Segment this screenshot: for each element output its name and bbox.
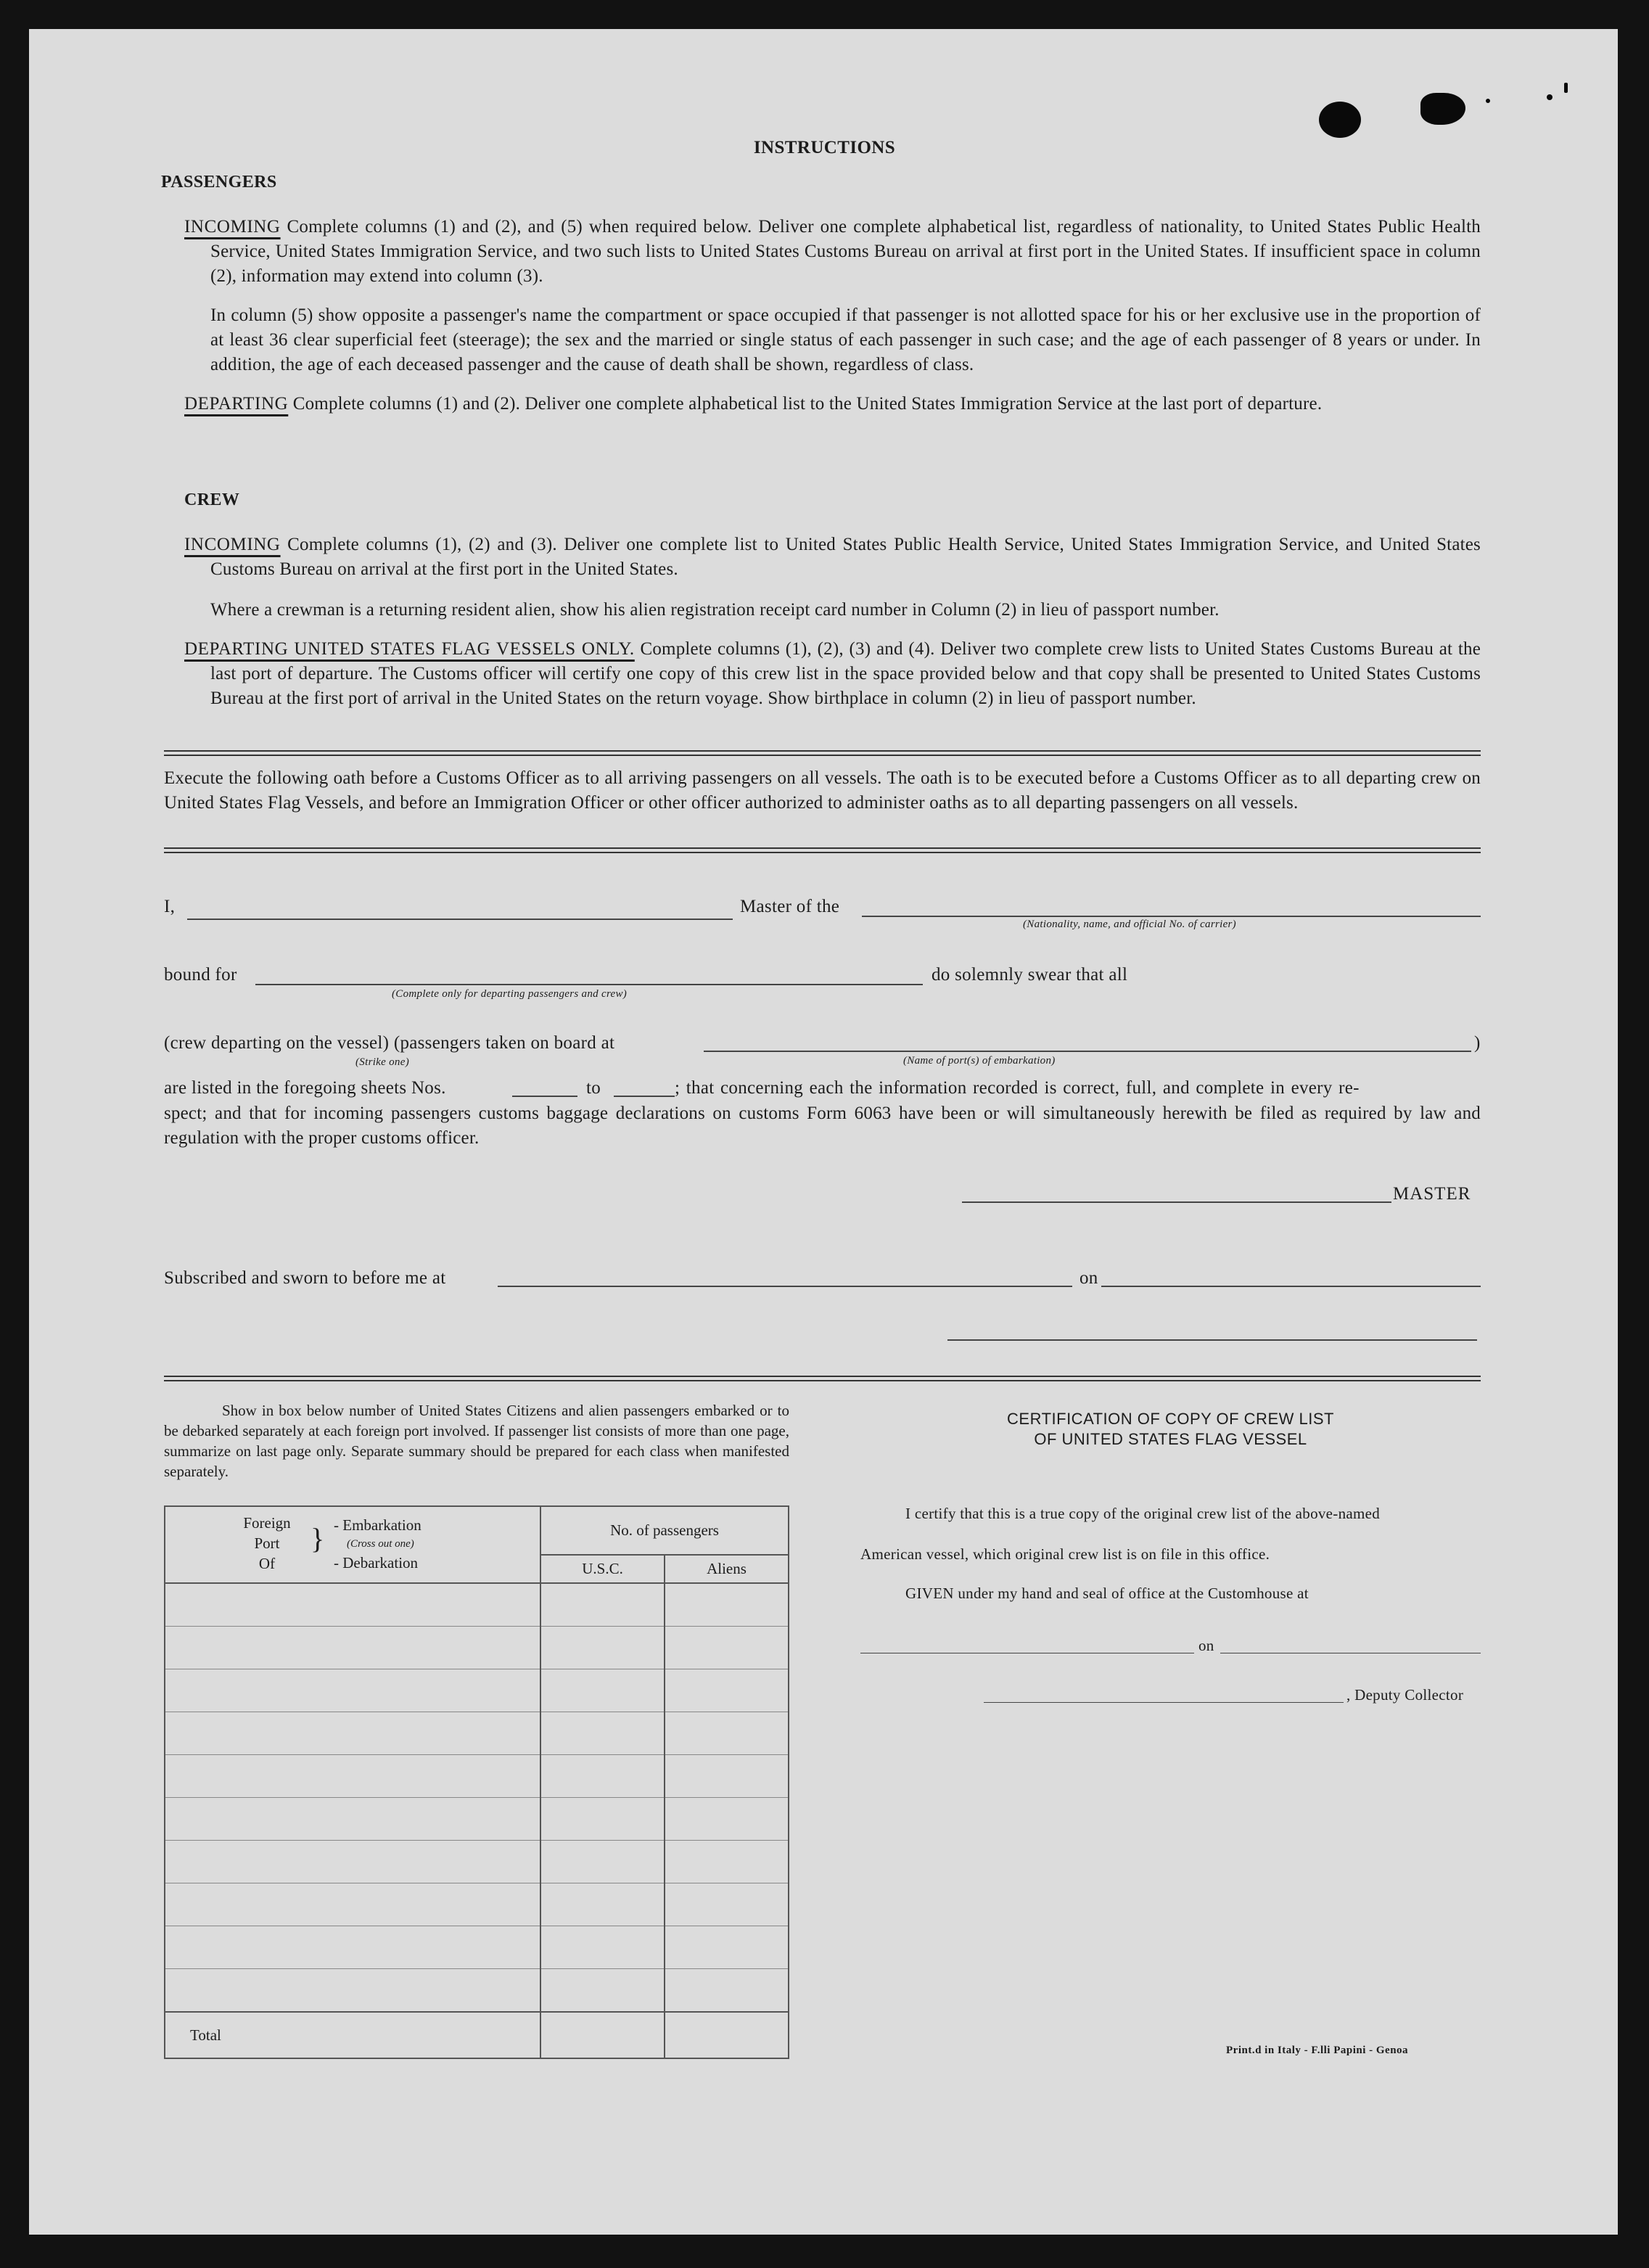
subscribed-on-label: on	[1080, 1268, 1098, 1288]
master-signature-field[interactable]	[962, 1201, 1391, 1203]
table-row	[165, 1798, 789, 1841]
subscribed-place-field[interactable]	[498, 1286, 1072, 1287]
listed-prefix: are listed in the foregoing sheets Nos.	[164, 1078, 446, 1098]
table-row	[165, 1841, 789, 1883]
resident-alien-instructions: Where a crewman is a returning resident alien, show his alien registration receipt card number in Column (2) in lieu of passport number.	[210, 600, 1220, 620]
bound-for-label: bound for	[164, 965, 237, 985]
debarkation-label: - Debarkation	[334, 1554, 419, 1571]
given-line: GIVEN under my hand and seal of office at the Customhouse at	[905, 1585, 1309, 1602]
port-cell[interactable]	[165, 1755, 540, 1798]
departing-passengers-text: Complete columns (1) and (2). Deliver one complete alphabetical list to the United States Immigration Service at the last port of departure.	[288, 394, 1323, 414]
table-row	[165, 1712, 789, 1755]
port-cell[interactable]	[165, 1841, 540, 1883]
listed-suffix: ; that concerning each the information recorded is correct, full, and complete in every re-	[675, 1078, 1360, 1098]
aliens-header: Aliens	[665, 1555, 789, 1583]
total-aliens-cell[interactable]	[665, 2012, 789, 2058]
certification-on-label: on	[1198, 1637, 1214, 1654]
usc-cell[interactable]	[540, 1712, 665, 1755]
passengers-instructions	[184, 215, 1481, 416]
port-header-line: Port	[254, 1534, 280, 1552]
master-name-field[interactable]	[187, 919, 733, 920]
certify-line-1: I certify that this is a true copy of the original crew list of the above-named	[905, 1505, 1381, 1522]
aliens-cell[interactable]	[665, 1712, 789, 1755]
table-row	[165, 1755, 789, 1798]
port-cell[interactable]	[165, 1627, 540, 1669]
aliens-cell[interactable]	[665, 1841, 789, 1883]
usc-cell[interactable]	[540, 1669, 665, 1712]
aliens-cell[interactable]	[665, 1669, 789, 1712]
ports-hint: (Name of port(s) of embarkation)	[903, 1055, 1056, 1067]
table-row	[165, 1627, 789, 1669]
port-header-cell	[165, 1506, 540, 1583]
total-label: Total	[165, 2012, 540, 2058]
usc-cell[interactable]	[540, 1583, 665, 1627]
aliens-cell[interactable]	[665, 1798, 789, 1841]
aliens-cell[interactable]	[665, 1883, 789, 1926]
incoming-crew-label: INCOMING	[184, 535, 281, 554]
crew-departing-label: (crew departing on the vessel) (passengers taken on board at	[164, 1033, 615, 1053]
subscribed-label: Subscribed and sworn to before me at	[164, 1268, 446, 1288]
usc-cell[interactable]	[540, 1798, 665, 1841]
departing-passengers-label: DEPARTING	[184, 394, 289, 414]
strike-hint: (Strike one)	[355, 1056, 409, 1068]
crew-instructions	[184, 533, 1481, 711]
passenger-summary-table	[164, 1505, 789, 2059]
deputy-collector-label: , Deputy Collector	[1346, 1686, 1464, 1704]
certification-title	[860, 1409, 1481, 1450]
page-title: INSTRUCTIONS	[753, 138, 896, 157]
column5-instructions: In column (5) show opposite a passenger's name the compartment or space occupied if that passenger is not allotted space for his or her exclusive use in the proportion of at least 36 clear superficial feet (steerage); the sex and the married or single status of each passenger in such case; and the age of each passenger of 8 years or under. In addition, the age of each deceased passenger and the cause of death shall be shown, regardless of class.	[210, 305, 1481, 374]
usc-cell[interactable]	[540, 1883, 665, 1926]
port-cell[interactable]	[165, 1798, 540, 1841]
cross-out-hint: (Cross out one)	[347, 1538, 414, 1550]
incoming-passengers-text: Complete columns (1) and (2), and (5) when required below. Deliver one complete alphabetical list, regardless of nationality, to United States Public Health Service, United States Immigration Service, and two such lists to United States Customs Bureau on arrival at first port in the United States. If insufficient space in column (2), information may extend into column (3).	[210, 217, 1481, 286]
usc-header: U.S.C.	[540, 1555, 665, 1583]
incoming-crew-text: Complete columns (1), (2) and (3). Deliver one complete list to United States Public Health Service, United States Immigration Service, and United States Customs Bureau on arrival at the first port in the United States.	[210, 535, 1481, 579]
close-paren: )	[1474, 1033, 1481, 1053]
listed-rest: spect; and that for incoming passengers customs baggage declarations on customs Form 6063 have been or will simultaneously herewith be filed as required by law and regulation with the proper customs officer.	[164, 1104, 1481, 1148]
total-row	[165, 2012, 789, 2058]
carrier-hint: (Nationality, name, and official No. of carrier)	[1023, 919, 1236, 930]
printer-note: Print.d in Italy - F.lli Papini - Genoa	[1226, 2045, 1409, 2056]
ink-speck	[1564, 83, 1568, 93]
port-header-line: Of	[258, 1555, 276, 1572]
aliens-cell[interactable]	[665, 1583, 789, 1627]
port-cell[interactable]	[165, 1926, 540, 1969]
bound-for-hint: (Complete only for departing passengers and crew)	[392, 988, 628, 1000]
aliens-cell[interactable]	[665, 1627, 789, 1669]
master-of-label: Master of the	[740, 897, 840, 916]
brace-icon: }	[311, 1522, 325, 1555]
table-row	[165, 1669, 789, 1712]
usc-cell[interactable]	[540, 1627, 665, 1669]
section-divider	[164, 750, 1481, 756]
port-header-line: Foreign	[243, 1514, 291, 1532]
swear-label: do solemnly swear that all	[932, 965, 1128, 985]
master-label: MASTER	[1393, 1184, 1471, 1204]
summary-instructions: Show in box below number of United States Citizens and alien passengers embarked or to be debarked separately at each foreign port involved. If passenger list consists of more than one page, summarize on last page only. Separate summary should be prepared for each class when manifested separately.	[164, 1402, 789, 1480]
sheet-to-field[interactable]	[614, 1096, 675, 1097]
incoming-passengers-label: INCOMING	[184, 217, 281, 237]
port-cell[interactable]	[165, 1969, 540, 2013]
oath-i-label: I,	[164, 897, 176, 916]
departing-crew-label: DEPARTING UNITED STATES FLAG VESSELS ONLY.	[184, 639, 635, 659]
usc-cell[interactable]	[540, 1969, 665, 2013]
passengers-header: PASSENGERS	[161, 173, 277, 192]
usc-cell[interactable]	[540, 1755, 665, 1798]
table-row	[165, 1926, 789, 1969]
aliens-cell[interactable]	[665, 1755, 789, 1798]
carrier-field[interactable]	[862, 916, 1481, 917]
crew-header: CREW	[184, 490, 240, 509]
bound-for-field[interactable]	[255, 984, 923, 985]
certify-line-2: American vessel, which original crew list is on file in this office.	[860, 1545, 1270, 1563]
departing-crew-text: Complete columns (1), (2), (3) and (4). Deliver two complete crew lists to United States Customs Bureau at the last port of departure. The Customs officer will certify one copy of this crew list in the space provided below and that copy shall be presented to United States Customs Bureau at the first port of arrival in the United States on the return voyage. Show birthplace in column (2) in lieu of passport number.	[210, 639, 1481, 708]
embarkation-label: - Embarkation	[334, 1516, 421, 1534]
port-cell[interactable]	[165, 1669, 540, 1712]
ports-of-embarkation-field[interactable]	[704, 1051, 1471, 1052]
ink-speck	[1486, 99, 1490, 103]
section-divider	[164, 1376, 1481, 1381]
deputy-collector-signature-field[interactable]	[984, 1702, 1344, 1703]
table-row	[165, 1583, 789, 1627]
ink-blot	[1319, 102, 1361, 138]
aliens-cell[interactable]	[665, 1926, 789, 1969]
oath-instructions: Execute the following oath before a Customs Officer as to all arriving passengers on all vessels. The oath is to be executed before a Customs Officer as to all departing crew on United States Flag Vessels, and before an Immigration Officer or other officer authorized to administer oaths as to all departing passengers on all vessels.	[164, 768, 1481, 813]
section-divider	[164, 847, 1481, 853]
no-of-passengers-header: No. of passengers	[540, 1506, 789, 1555]
officer-signature-field[interactable]	[947, 1339, 1477, 1341]
port-cell[interactable]	[165, 1712, 540, 1755]
usc-cell[interactable]	[540, 1926, 665, 1969]
total-usc-cell[interactable]	[540, 2012, 665, 2058]
sheet-from-field[interactable]	[512, 1096, 577, 1097]
table-row	[165, 1969, 789, 2013]
ink-speck	[1547, 94, 1553, 100]
certification-title-line: CERTIFICATION OF COPY OF CREW LIST	[1007, 1410, 1334, 1428]
to-label: to	[586, 1078, 601, 1098]
port-cell[interactable]	[165, 1583, 540, 1627]
aliens-cell[interactable]	[665, 1969, 789, 2013]
port-cell[interactable]	[165, 1883, 540, 1926]
subscribed-date-field[interactable]	[1101, 1286, 1481, 1287]
usc-cell[interactable]	[540, 1841, 665, 1883]
certification-title-line: OF UNITED STATES FLAG VESSEL	[1034, 1430, 1307, 1448]
table-row	[165, 1883, 789, 1926]
